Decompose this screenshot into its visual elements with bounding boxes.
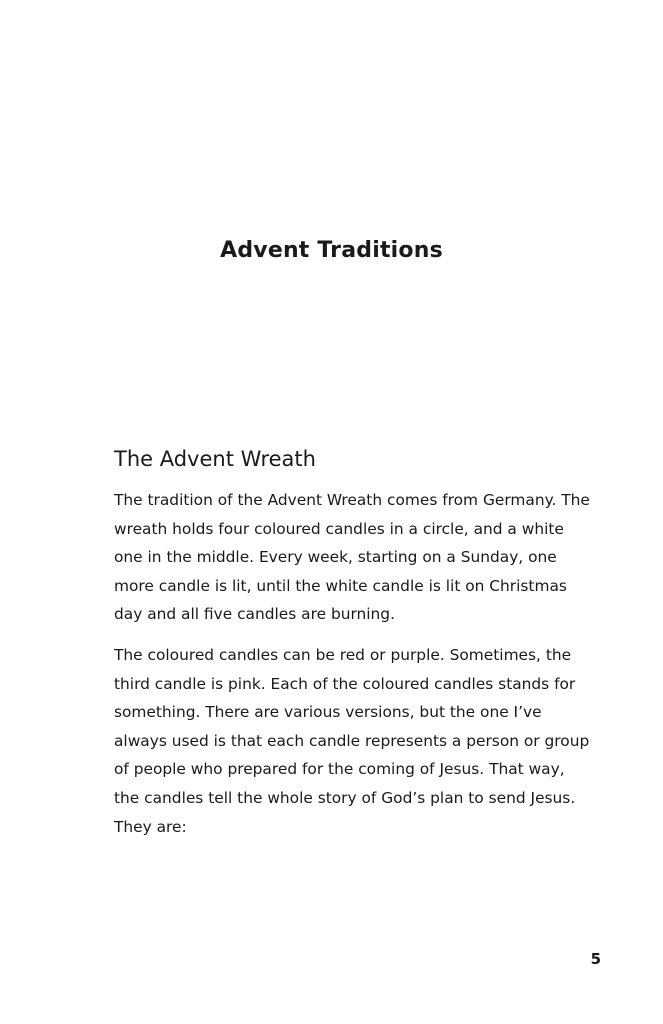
- chapter-title: Advent Traditions: [220, 238, 443, 263]
- paragraph-2: The coloured candles can be red or purple. Sometimes, the third candle is pink. Each of the coloured candles stands for something. There are various versions, but the one I’ve always used is that each candle represents a person or group of people who prepared for the coming of Jesus. That way, the candles tell the whole story of God’s plan to send Jesus. They are:: [114, 645, 590, 836]
- paragraph-1: The tradition of the Advent Wreath comes from Germany. The wreath holds four coloured candles in a circle, and a white one in the middle. Every week, starting on a Sunday, one more candle is lit, until the white candle is lit on Christmas day and all five candles are burning.: [114, 491, 590, 624]
- section-heading: The Advent Wreath: [114, 447, 316, 471]
- section-content: [114, 442, 594, 853]
- page-number: 5: [590, 950, 601, 968]
